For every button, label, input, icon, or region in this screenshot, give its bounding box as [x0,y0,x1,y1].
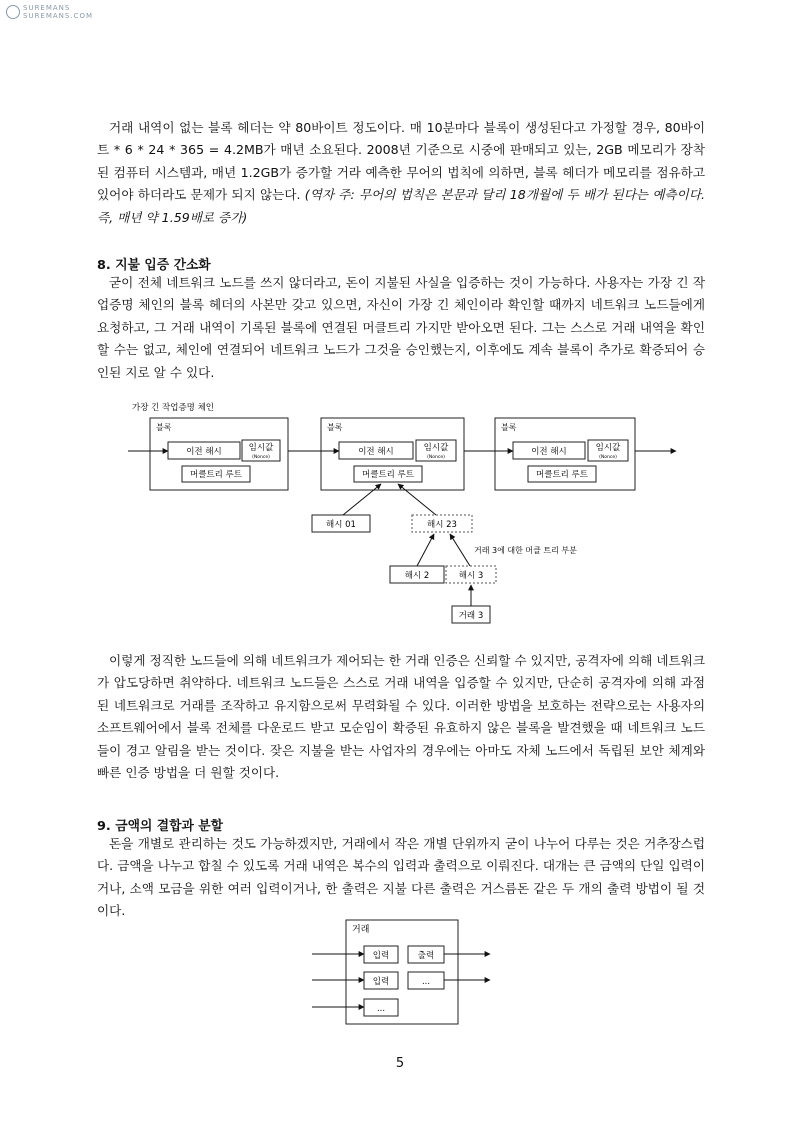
prev-hash-label: 이전 해시 [531,447,567,457]
nonce-en-label: (Nonce) [427,455,445,460]
hash3-label: 해시 3 [458,571,484,581]
paragraph-security: 이렇게 정직한 노드들에 의해 네트워크가 제어되는 한 거래 인증은 신뢰할 수 있지만, 공격자에 의해 네트워크가 압도당하면 취약하다. 네트워크 노드들은 스스로 거래 내역을 입증할 수 있지만, 단순히 공격자에 의해 과점된 네트워크로 거래를 조작하고 유지함으로써 무력화될 수 있다. 이러한 방법을 보호하는 전략으로는 사용자의 소프트웨어에서 블록 전체를 다운로드 받고 모순임이 확증된 유효하지 않은 블록을 발견했을 때 네트워크 노드들이 경고 알림을 받는 것이다. 잦은 지불을 받는 사업자의 경우에는 아마도 자체 노드에서 독립된 보안 체계와 빠른 인증 방법을 더 원할 것이다. [97,653,705,781]
transaction-label: 거래 [352,925,370,935]
input-ellipsis: ... [376,1004,386,1014]
block-2 [321,418,464,490]
block-label: 블록 [501,423,517,432]
output-label-1: 출력 [417,951,435,961]
watermark-line1: SUREMANS [23,4,71,12]
hash01-label: 해시 01 [326,520,356,530]
input-label-1: 입력 [372,951,390,961]
nonce-en-label: (Nonce) [252,455,270,460]
block-1 [150,418,288,490]
block-label: 블록 [327,423,343,432]
nonce-label: 임시값 [423,443,449,453]
nonce-en-label: (Nonce) [599,455,617,460]
paragraph-text: 거래 내역이 없는 블록 헤더는 약 80바이트 정도이다. 매 10분마다 블록이 생성된다고 가정할 경우, 80바이트 * 6 * 24 * 365 = 4.2MB가 매년 소요된다. 2008년 기준으로 시중에 판매되고 있는, 2GB 메모리가 장착된 컴퓨터 시스템과, 매년 1.2GB가 증가할 거라 예측한 무어의 법칙에 의하면, 블록 헤더가 메모리를 점유하고 있어야 하더라도 문제가 되지 않는다. [97,120,705,203]
paragraph-combining-splitting: 돈을 개별로 관리하는 것도 가능하겠지만, 거래에서 작은 개별 단위까지 굳이 나누어 다루는 것은 거추장스럽다. 금액을 나누고 합칠 수 있도록 거래 내역은 복수의 입력과 출력으로 이뤄진다. 대개는 큰 금액의 단일 입력이거나, 소액 모금을 위한 여러 입력이거나, 한 출력은 지불 다른 출력은 거스름돈 같은 두 개의 출력 방법이 될 것이다. [97,836,705,919]
section-heading-9: 9. 금액의 결합과 분할 [97,819,224,834]
block-label: 블록 [156,423,172,432]
merkle-root-label: 머클트리 루트 [190,470,242,480]
section-heading-8: 8. 지불 입증 간소화 [97,258,211,273]
output-ellipsis: ... [421,977,431,987]
input-label-2: 입력 [372,977,390,987]
watermark [6,4,93,20]
prev-hash-label: 이전 해시 [186,447,222,457]
paragraph-block-header-size [97,117,705,229]
branch-label: 거래 3에 대한 머클 트리 부분 [474,546,577,555]
longest-chain-diagram [128,398,688,630]
hash23-label: 해시 23 [427,520,457,530]
block-3 [495,418,635,490]
nonce-label: 임시값 [248,443,274,453]
watermark-logo-icon [6,5,20,19]
merkle-root-label: 머클트리 루트 [536,470,588,480]
tx3-label: 거래 3 [458,611,484,621]
merkle-root-label: 머클트리 루트 [362,470,414,480]
transaction-io-diagram [312,916,492,1028]
nonce-label: 임시값 [595,443,621,453]
page-number: 5 [395,1056,405,1071]
watermark-line2: SUREMANS.COM [23,12,94,20]
paragraph-spv: 굳이 전체 네트워크 노드를 쓰지 않더라고, 돈이 지불된 사실을 입증하는 것이 가능하다. 사용자는 가장 긴 작업증명 체인의 블록 헤더의 사본만 갖고 있으면, 자신이 가장 긴 체인이라 확인할 때까지 네트워크 노드들에게 요청하고, 그 거래 내역이 기록된 블록에 연결된 머클트리 가지만 받아오면 된다. 그는 스스로 거래 내역을 확인할 수는 없고, 체인에 연결되어 네트워크 노드가 그것을 승인했는지, 이후에도 계속 블록이 추가로 확증되어 승인된 지로 알 수 있다. [97,275,705,380]
hash2-label: 해시 2 [404,571,430,581]
translator-note: (역자 주: 무어의 법칙은 본문과 달리 18개월에 두 배가 된다는 예측이다. 즉, 매년 약 1.59배로 증가) [97,187,705,225]
prev-hash-label: 이전 해시 [358,447,394,457]
chain-title: 가장 긴 작업증명 체인 [132,403,215,413]
